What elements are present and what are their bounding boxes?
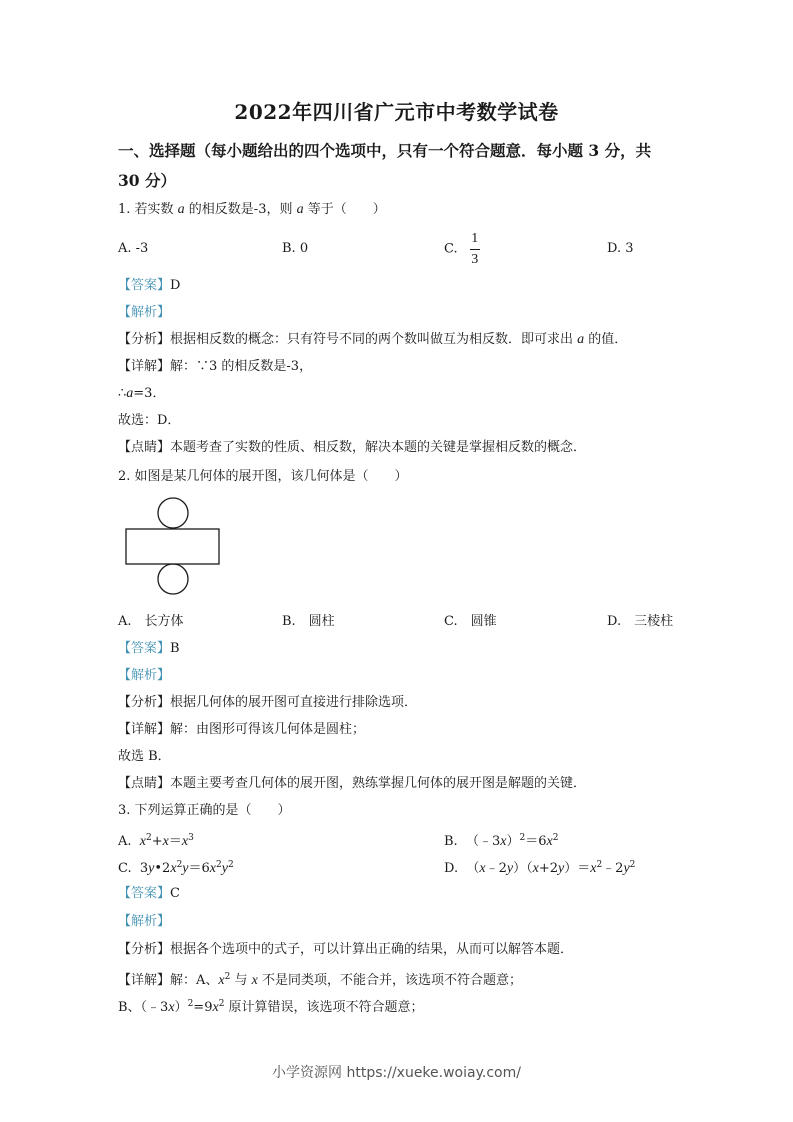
q1-analysis [118, 331, 627, 349]
detail-text: ） [174, 1000, 188, 1015]
answer-tag: 【答案】 [118, 641, 171, 656]
page-title: 2022年四川省广元市中考数学试卷 [234, 100, 559, 124]
bottom-circle [158, 564, 188, 594]
analysis-text: 的值． [584, 332, 628, 347]
q3-option-d: D. $(x﹣2y)(x+2y)=x^2﹣2y^2$ [444, 860, 636, 876]
q1-detail [118, 358, 312, 376]
option-label: D. [444, 861, 459, 876]
detail-text: 解：∵3 的相反数是-3， [170, 359, 313, 374]
q1-option-c-label: C. [444, 241, 458, 257]
section-heading-line1: 一、选择题（每小题给出的四个选项中，只有一个符合题意．每小题 3 分，共 [118, 141, 652, 160]
footer-watermark: 小学资源网 https://xueke.woiay.com/ [272, 1065, 521, 1081]
q2-analysis [118, 694, 417, 712]
option-label: B. [444, 834, 458, 849]
analysis-tag: 【分析】 [118, 332, 171, 347]
q3-detail-b: B、$(﹣3x)^2=9x^2$ 原计算错误，该选项不符合题意； [118, 999, 424, 1015]
comment-text: 本题主要考查几何体的展开图，熟练掌握几何体的展开图是解题的关键． [170, 776, 587, 791]
q2-stem: 2. 如图是某几何体的展开图，该几何体是（ ） [118, 469, 408, 484]
variable-a: a [126, 386, 134, 401]
q1-choose: 故选：D． [118, 413, 181, 428]
q3-stem: 3. 下列运算正确的是（ ） [118, 803, 291, 818]
detail-text: 不是同类项，不能合并，该选项不符合题意； [257, 973, 522, 988]
step-text: =3． [133, 386, 166, 401]
top-circle [158, 498, 188, 528]
q2-detail [118, 721, 365, 739]
option-label: C. [118, 861, 132, 876]
q1-answer [118, 277, 180, 295]
detail-text: 解：由图形可得该几何体是圆柱； [170, 722, 366, 737]
q2-option-c: C. 圆锥 [444, 614, 497, 629]
q1-analysis-header: 【解析】 [118, 305, 171, 320]
q1-step2 [118, 385, 165, 403]
q1-option-b: B. 0 [282, 241, 309, 256]
q1-option-c [444, 231, 480, 268]
q3-analysis [118, 941, 573, 959]
q2-option-d: D. 三棱柱 [607, 614, 674, 629]
therefore-symbol: ∴ [118, 386, 127, 401]
detail-text: 解：A、 [170, 973, 219, 988]
analysis-text: 根据相反数的概念：只有符号不同的两个数叫做互为相反数．即可求出 [170, 332, 578, 347]
q3-answer [118, 885, 180, 903]
analysis-text: 根据各个选项中的式子，可以计算出正确的结果，从而可以解答本题． [170, 942, 574, 957]
cylinder-net-figure [120, 492, 230, 602]
q3-option-c: C. $3y•2x^2y=6x^2y^2$ [118, 860, 234, 876]
analysis-tag: 【分析】 [118, 695, 171, 710]
option-label: A. [118, 834, 132, 849]
q1-option-d: D. 3 [607, 241, 634, 256]
comment-text: 本题考查了实数的性质、相反数，解决本题的关键是掌握相反数的概念． [170, 440, 587, 455]
variable-a: a [177, 202, 185, 217]
answer-tag: 【答案】 [118, 886, 171, 901]
detail-tag: 【详解】 [118, 722, 171, 737]
q3-detail: 【详解】解：A、$x^2$ 与 x 不是同类项，不能合并，该选项不符合题意； [118, 972, 522, 988]
comment-tag: 【点睛】 [118, 440, 171, 455]
q3-option-a: A. $x^2+x=x^3$ [118, 833, 194, 849]
fraction-bar [470, 249, 480, 250]
answer-value: C [170, 886, 180, 901]
fraction-numerator: 1 [471, 231, 479, 246]
answer-value: B [170, 641, 180, 656]
fraction-one-third [470, 231, 480, 268]
q2-option-b: B. 圆柱 [282, 614, 335, 629]
answer-tag: 【答案】 [118, 278, 171, 293]
q2-choose: 故选 B． [118, 749, 171, 764]
detail-tag: 【详解】 [118, 359, 171, 374]
answer-value: D [170, 278, 181, 293]
q1-comment [118, 439, 586, 457]
q3-option-b: B. $(﹣3x)^2=6x^2$ [444, 833, 559, 849]
variable-a: a [577, 332, 585, 347]
q2-comment [118, 775, 586, 793]
q1-stem [118, 201, 386, 219]
detail-text: 原计算错误，该选项不符合题意； [224, 1000, 424, 1015]
detail-text: B、（﹣3 [118, 1000, 169, 1015]
detail-tag: 【详解】 [118, 973, 171, 988]
q3-analysis-header: 【解析】 [118, 914, 171, 929]
q2-analysis-header: 【解析】 [118, 668, 171, 683]
q1-stem-text: 等于（ ） [303, 202, 386, 217]
comment-tag: 【点睛】 [118, 776, 171, 791]
q1-stem-text: 的相反数是-3，则 [184, 202, 297, 217]
fraction-denominator: 3 [471, 252, 479, 267]
variable-a: a [296, 202, 304, 217]
q1-stem-text: 1. 若实数 [118, 202, 178, 217]
q2-option-a: A. 长方体 [118, 614, 184, 629]
rectangle-side [126, 529, 219, 564]
analysis-text: 根据几何体的展开图可直接进行排除选项． [170, 695, 418, 710]
q2-answer [118, 640, 180, 658]
analysis-tag: 【分析】 [118, 942, 171, 957]
q1-option-a: A. -3 [118, 241, 149, 256]
detail-text: 与 [230, 973, 252, 988]
section-heading-line2: 30 分） [118, 171, 176, 190]
